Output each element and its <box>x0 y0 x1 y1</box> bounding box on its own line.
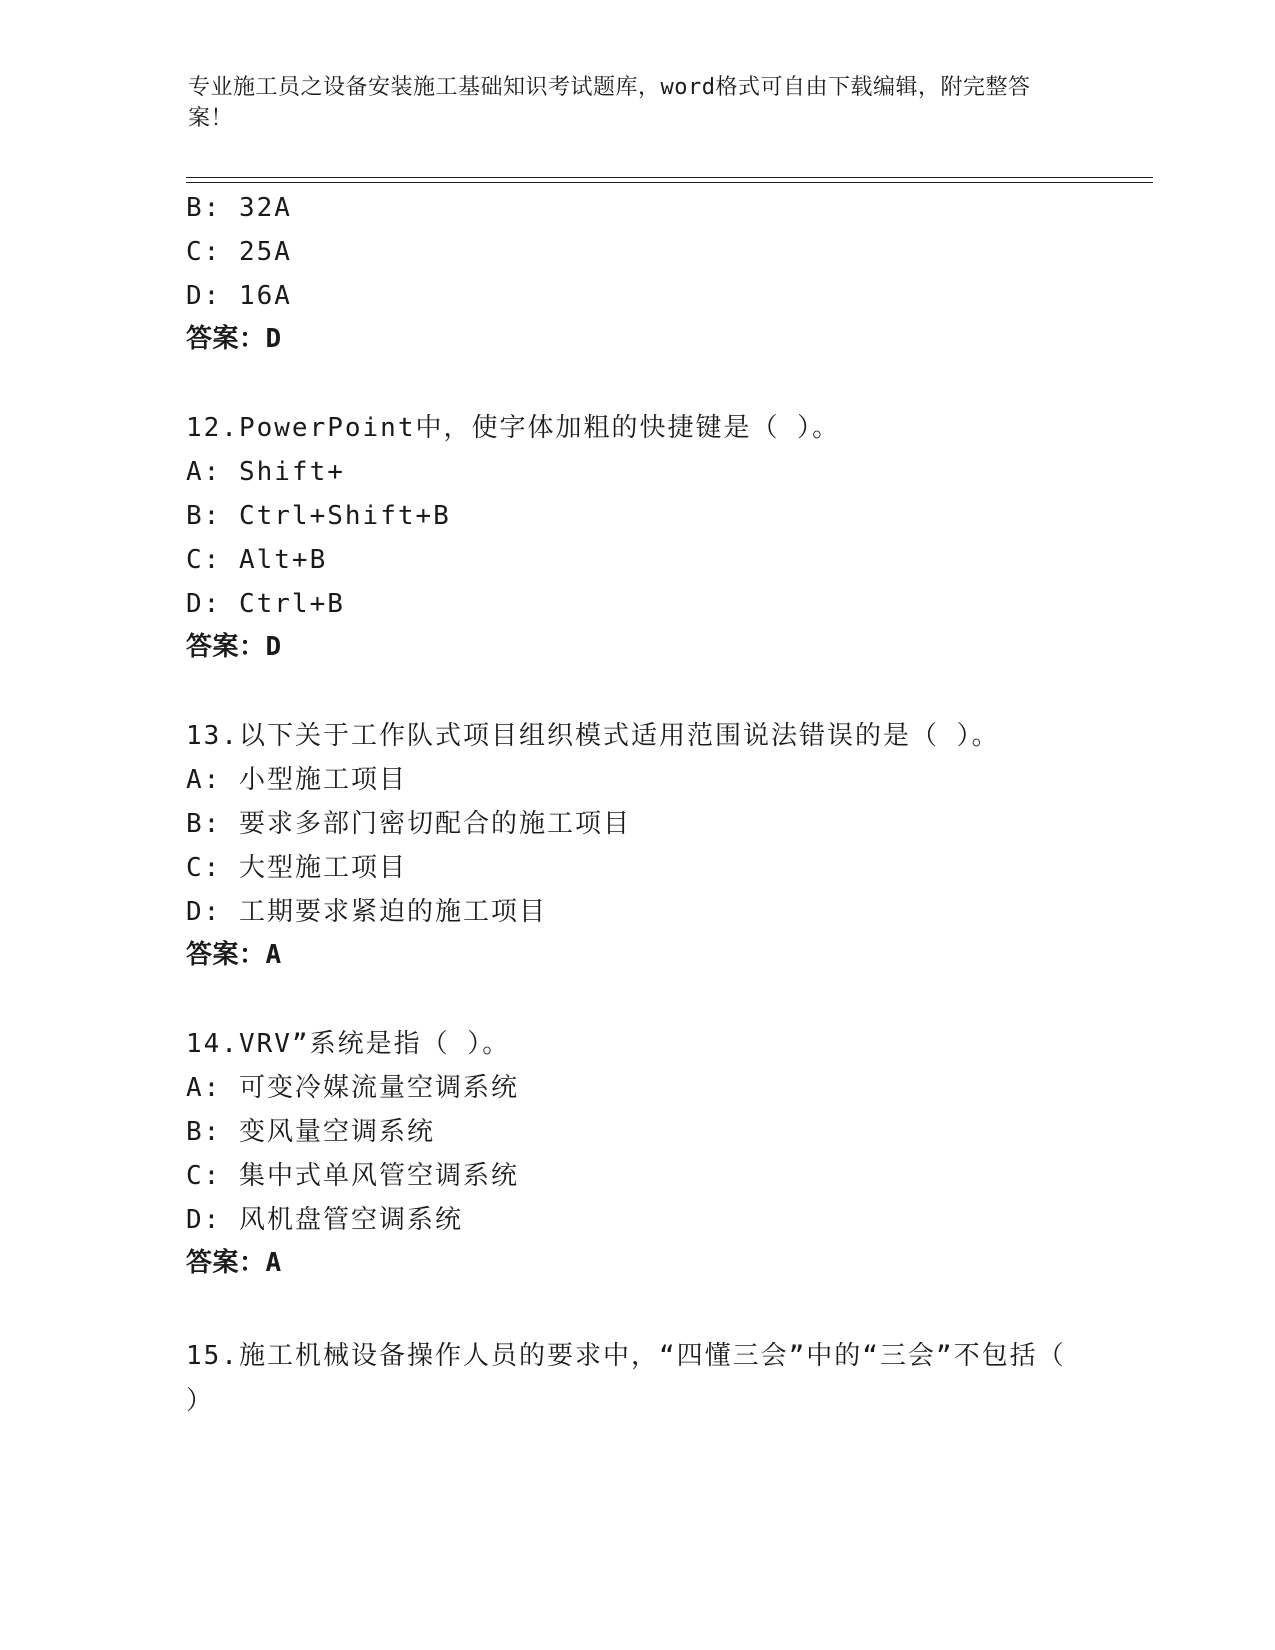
answer-line: 答案：A <box>186 1248 282 1278</box>
option-a: A: 可变冷媒流量空调系统 <box>186 1073 519 1103</box>
option-d: D: 风机盘管空调系统 <box>186 1205 463 1235</box>
option-c: C: 大型施工项目 <box>186 853 407 883</box>
answer-line: 答案：D <box>186 632 282 662</box>
option-c: C: Alt+B <box>186 545 328 575</box>
header-divider-bottom <box>186 182 1153 183</box>
answer-line: 答案：A <box>186 940 282 970</box>
option-b: B: Ctrl+Shift+B <box>186 501 451 531</box>
question-stem: 12.PowerPoint中，使字体加粗的快捷键是（ ）。 <box>186 413 841 443</box>
option-b: B: 32A <box>186 193 292 223</box>
answer-line: 答案：D <box>186 324 282 354</box>
question-stem: 13.以下关于工作队式项目组织模式适用范围说法错误的是（ ）。 <box>186 721 1000 751</box>
header-divider-top <box>186 177 1153 178</box>
option-d: D: 16A <box>186 281 292 311</box>
document-header: 专业施工员之设备安装施工基础知识考试题库，word格式可自由下载编辑，附完整答案！ <box>188 75 1031 131</box>
question-stem: 15.施工机械设备操作人员的要求中，“四懂三会”中的“三会”不包括（ ） <box>186 1341 1066 1416</box>
option-c: C: 25A <box>186 237 292 267</box>
option-d: D: 工期要求紧迫的施工项目 <box>186 897 547 927</box>
option-a: A: 小型施工项目 <box>186 765 407 795</box>
option-d: D: Ctrl+B <box>186 589 345 619</box>
question-stem: 14.VRV”系统是指（ ）。 <box>186 1029 511 1059</box>
option-c: C: 集中式单风管空调系统 <box>186 1161 519 1191</box>
option-a: A: Shift+ <box>186 457 345 487</box>
option-b: B: 要求多部门密切配合的施工项目 <box>186 809 631 839</box>
option-b: B: 变风量空调系统 <box>186 1117 435 1147</box>
